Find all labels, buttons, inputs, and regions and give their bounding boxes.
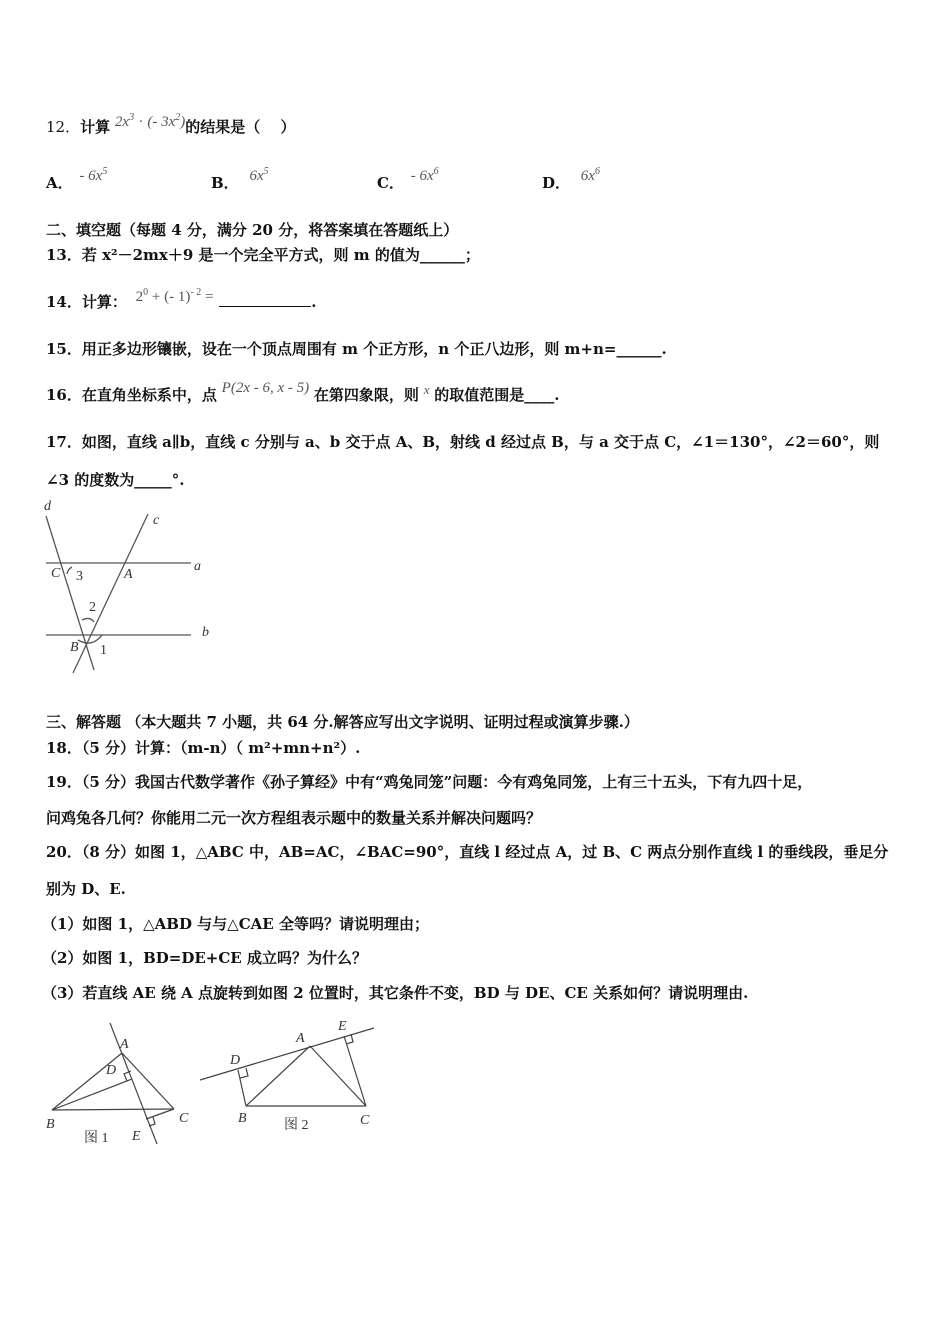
label-A: A — [296, 1031, 305, 1046]
label-C: C — [51, 566, 61, 581]
q20-sub1: （1）如图 1，△ABD 与与△CAE 全等吗？请说明理由； — [42, 915, 429, 933]
q16-var: x — [423, 382, 430, 397]
q16 — [46, 380, 560, 405]
label-A: A — [120, 1037, 129, 1052]
q20-figure-1 — [40, 1018, 200, 1148]
q18: 18．（5 分）计算：（m-n）（ m²+mn+n²）. — [46, 739, 361, 757]
q20-sub3: （3）若直线 AE 绕 A 点旋转到如图 2 位置时，其它条件不变，BD 与 DE、CE 关系如何？请说明理由. — [42, 984, 749, 1002]
q13: 13．若 x²－2mx＋9 是一个完全平方式，则 m 的值为______； — [46, 246, 480, 264]
angle-2-arc — [82, 618, 94, 622]
q12-dot: · — [138, 114, 143, 130]
q16-point: P(2x - 6, x - 5) — [221, 380, 310, 396]
section3-title: 三、解答题 （本大题共 7 小题，共 64 分.解答应写出文字说明、证明过程或演算步骤.） — [46, 713, 639, 731]
label-D: D — [230, 1053, 241, 1068]
q16-suffix: 的取值范围是____. — [434, 386, 560, 404]
label-d: d — [44, 499, 51, 514]
option-expr: - $6x^6$ — [410, 166, 439, 184]
q12-stem — [46, 112, 296, 137]
q12-option-a — [46, 166, 108, 193]
option-label: A． — [46, 174, 73, 192]
right-angle-D — [240, 1068, 248, 1078]
label-B: B — [70, 640, 79, 655]
option-label: D． — [542, 174, 571, 192]
q12-number: 12． — [46, 118, 81, 136]
q20-figure-2 — [196, 1012, 380, 1132]
segment-BD — [52, 1079, 132, 1110]
q12-prefix: 计算 — [80, 118, 111, 136]
segment-BC — [52, 1109, 174, 1110]
label-E: E — [132, 1129, 141, 1144]
option-label: C． — [377, 174, 404, 192]
line-c — [73, 514, 148, 673]
label-c: c — [153, 513, 160, 528]
q14-expr: $2^0$ + (- 1)$^{- 2}$ = — [135, 287, 218, 305]
label-1: 1 — [100, 643, 107, 658]
segment-BD — [238, 1070, 246, 1106]
figure-caption: 图 2 — [284, 1118, 309, 1132]
label-a: a — [194, 559, 201, 574]
q14: 14．计算： $2^0$ + (- 1)$^{- 2}$ = . — [46, 287, 317, 311]
segment-CE — [146, 1109, 174, 1119]
label-b: b — [202, 625, 209, 640]
segment-AC — [122, 1053, 174, 1109]
q12-suffix: 的结果是（ ） — [185, 118, 296, 136]
q17-line2: ∠3 的度数为_____°. — [46, 471, 185, 489]
q20-line2: 别为 D、E. — [46, 880, 126, 898]
answer-blank — [219, 292, 311, 307]
line-l — [200, 1028, 374, 1080]
q20-sub2: （2）如图 1，BD=DE+CE 成立吗？为什么？ — [42, 949, 367, 967]
segment-AB — [52, 1053, 122, 1110]
label-C: C — [360, 1113, 370, 1128]
option-label: B． — [211, 174, 239, 192]
segment-CE — [344, 1036, 366, 1106]
label-B: B — [46, 1117, 55, 1132]
q12-expr-b: (- $3x^2$) — [147, 112, 186, 130]
q12-option-b — [211, 166, 269, 193]
option-expr: - $6x^5$ — [79, 166, 108, 184]
q12-expr-a: $2x^3$ — [114, 112, 135, 130]
q14-prefix: 14．计算： — [46, 293, 127, 311]
q12-option-c — [377, 166, 439, 193]
label-A: A — [124, 567, 133, 582]
label-C: C — [179, 1111, 189, 1126]
segment-AC — [310, 1046, 366, 1106]
option-expr: $6x^5$ — [249, 166, 269, 184]
figure-caption: 图 1 — [84, 1131, 109, 1146]
option-expr: $6x^6$ — [580, 166, 600, 184]
segment-AB — [246, 1046, 310, 1106]
label-2: 2 — [89, 600, 96, 615]
q17-line1: 17．如图，直线 a∥b，直线 c 分别与 a、b 交于点 A、B，射线 d 经过点 B，与 a 交于点 C，∠1＝130°，∠2＝60°，则 — [46, 433, 880, 451]
q17-figure — [36, 496, 226, 682]
label-B: B — [238, 1111, 247, 1126]
q19-line2: 问鸡兔各几何？你能用二元一次方程组表示题中的数量关系并解决问题吗？ — [46, 809, 542, 827]
angle-3-arc — [67, 567, 72, 574]
label-3: 3 — [76, 569, 83, 584]
q20-line1: 20．（8 分）如图 1，△ABC 中，AB=AC，∠BAC=90°，直线 l 经过点 A，过 B、C 两点分别作直线 l 的垂线段，垂足分 — [46, 843, 889, 861]
q16-prefix: 16．在直角坐标系中，点 — [46, 386, 217, 404]
q12-option-d — [542, 166, 600, 193]
q15: 15．用正多边形镶嵌，设在一个顶点周围有 m 个正方形，n 个正八边形，则 m+n=______. — [46, 340, 667, 358]
label-D: D — [106, 1063, 117, 1078]
label-E: E — [338, 1019, 347, 1034]
section2-title: 二、填空题（每题 4 分，满分 20 分，将答案填在答题纸上） — [46, 221, 459, 239]
q16-mid: 在第四象限，则 — [313, 386, 419, 404]
q19-line1: 19．（5 分）我国古代数学著作《孙子算经》中有“鸡兔同笼”问题：今有鸡兔同笼，上有三十五头，下有九四十足， — [46, 773, 813, 791]
